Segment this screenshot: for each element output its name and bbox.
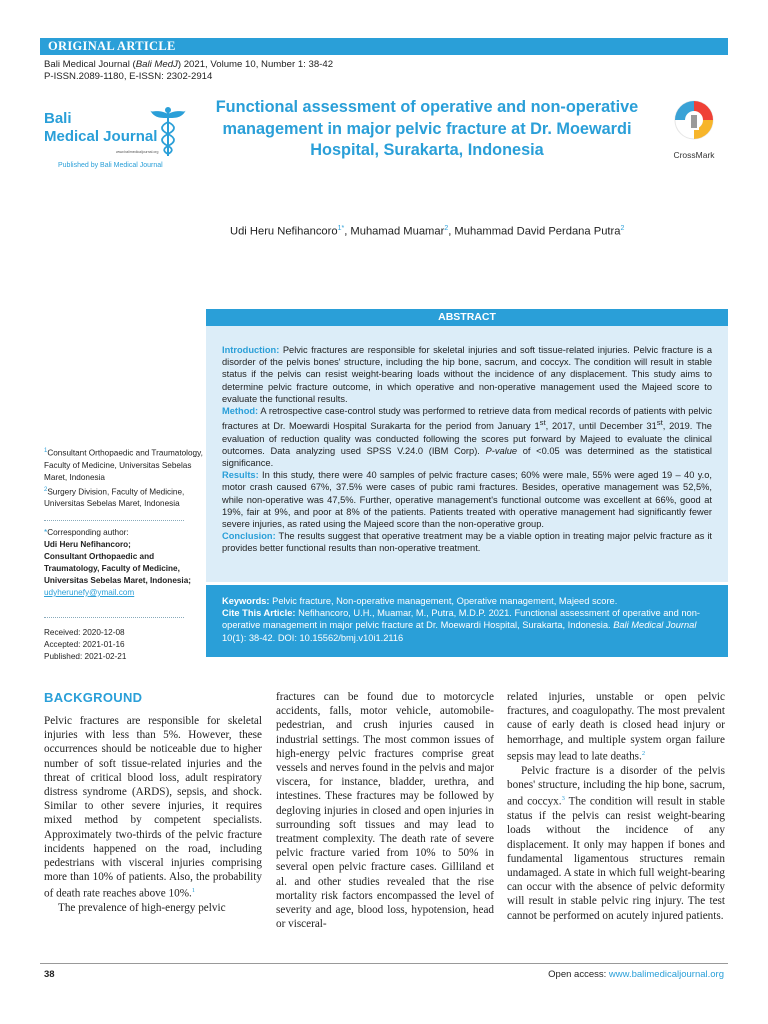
citation-sup: 3: [561, 795, 565, 803]
author-1: Udi Heru Nefihancoro: [230, 225, 338, 238]
journal-abbr: Bali MedJ: [135, 59, 178, 70]
divider: [44, 617, 184, 618]
keywords-box: [206, 585, 728, 657]
section-heading-background: BACKGROUND: [44, 690, 143, 705]
author-2: , Muhamad Muamar: [344, 225, 445, 238]
crossmark-badge[interactable]: [672, 98, 716, 162]
col1-p1-text: Pelvic fractures are responsible for skeletal injuries with less than 5%. However, these occurrences should be noticeable due to higher number of soft tissue-related injuries and the threat of critical blood loss, adult respiratory distress syndrome (ARDS), sepsis, and shock. Similar to other severe injuries, it requires mixed method by competent specialists. Approximately two-thirds of the pelvic fracture incidents happened on the road, including pedestrians with visceral injuries comprising more than 10% of patients. Also, the probability of death rate reaches above 10%.: [44, 715, 262, 901]
corresponding-star: *: [44, 528, 48, 537]
method-text-4: of <0.05 was determined as the statistical significance.: [222, 445, 712, 468]
abstract-body: [206, 326, 728, 582]
affiliation-1-sup: 1: [44, 448, 48, 454]
caduceus-icon: [150, 106, 186, 156]
abstract-method: [222, 405, 712, 469]
method-text-1: A retrospective case-control study was performed to retrieve data from medical records of patients with pelvic fractures at Dr. Moewardi Hospital Surakarta for the period from January 1: [222, 406, 712, 432]
paragraph: [507, 764, 725, 923]
abstract-results: [222, 469, 712, 530]
paragraph: The prevalence of high-energy pelvic: [58, 902, 226, 915]
cite-line: [222, 607, 712, 644]
intro-label: Introduction:: [222, 345, 280, 355]
open-access-link[interactable]: www.balimedicaljournal.org: [608, 969, 724, 980]
open-access-note: [548, 969, 724, 980]
open-access-label: Open access:: [548, 969, 609, 980]
col3-p2b-text: The condition will result in stable status if the pelvis can resist weight-bearing loads without the incidence of any displacement. It only may happen if bones and fundamental ligamentous structures remain undamaged. A state in which full weight-bearing can occur with the absence of pelvic deformity will result in stable pelvic ring injury. The test cannot be performed on acutely injured patients.: [507, 795, 725, 922]
method-text-3: , 2019. The evaluation of reduction quality was conducted following the scores put forward by Majeed to evaluate the clinical outcomes. Data analyzing used SPSS V.24.0 (IBM Corp).: [222, 421, 712, 456]
col3-p1-text: related injuries, unstable or open pelvic fractures, and coagulopathy. The most prevalent cause of early death is closed head injury or hemorrhage, and multiple system organ failure sepsis may lead to late deaths.: [507, 691, 725, 763]
method-text-2: , 2017, until December 31: [545, 421, 657, 432]
affiliation-2: [44, 484, 204, 511]
corresponding-email-link[interactable]: udyherunefy@ymail.com: [44, 588, 135, 597]
journal-line-post: ) 2021, Volume 10, Number 1: 38-42: [177, 59, 334, 70]
intro-text: Pelvic fractures are responsible for skeletal injuries and soft tissue-related injuries. Pelvic fracture is a disorder of the pelvis bones' structure, including the hip bone, sacrum, and coccyx. The condition will result in stable status if the pelvis can resist weight-bearing loads without the incidence of any displacement. This study aims to determine pelvic fracture outcome, in which operative and non-operative management used the Majeed score to evaluate the functional results.: [222, 345, 712, 404]
abstract-intro: [222, 344, 712, 405]
body-column-2: [276, 690, 494, 931]
crossmark-icon: [672, 98, 716, 148]
affiliation-2-sup: 2: [44, 486, 48, 493]
corresponding-author: [44, 527, 204, 599]
method-label: Method:: [222, 406, 259, 417]
author-3-sup: 2: [620, 225, 625, 232]
logo-line1: Bali: [44, 110, 72, 127]
journal-citation-line: [44, 59, 333, 71]
affiliations: [44, 445, 204, 510]
logo-published-by: Published by Bali Medical Journal: [58, 162, 163, 169]
results-label: Results:: [222, 470, 259, 481]
citation-sup: 2: [641, 749, 646, 757]
article-dates: [44, 627, 126, 663]
method-sup-1: st: [539, 418, 546, 428]
logo-url: www.balimedicaljournal.org: [116, 150, 159, 154]
article-type-bar: [40, 38, 728, 55]
keywords-label: Keywords:: [222, 596, 270, 606]
affiliation-2-text: Surgery Division, Faculty of Medicine, Universitas Sebelas Maret, Indonesia: [44, 487, 185, 509]
corresponding-label-line: [44, 527, 204, 539]
method-sup-2: st: [656, 418, 663, 428]
method-pvalue: P-value: [485, 445, 518, 456]
results-text: In this study, there were 40 samples of pelvic fracture cases; 60% were male, 55% were aged 19 – 40 y.o, motor crash caused 67%, 37.5% were cases of pubic rami fractures. Besides, operative management was 52,5%, while non-operative was 47,5%. Further, operative management's functional outcome was excellent at 66%, good at 19%, fair at 9%, and poor at 8% of the patients. Patients treated with operative management had significantly fewer severe injuries, as rated using the Majeed score than the non-operative group.: [222, 470, 712, 529]
keywords-line: [222, 595, 712, 607]
cite-journal: Bali Medical Journal: [613, 620, 697, 631]
received-date: Received: 2020-12-08: [44, 628, 125, 637]
col3-p2a-text: Pelvic fracture is a disorder of the pelvis bones' structure, including the hip bone, sacrum, and coccyx.: [507, 764, 725, 808]
author-list: [230, 225, 624, 238]
article-type-label: ORIGINAL ARTICLE: [48, 39, 176, 53]
citation-sup: 1: [191, 887, 196, 895]
author-2-sup: 2: [444, 225, 449, 232]
keywords-text: Pelvic fracture, Non-operative management, Operative management, Majeed score.: [269, 596, 618, 606]
body-column-1: [44, 714, 262, 916]
author-1-sup: 1*: [337, 225, 345, 232]
body-column-3: [507, 690, 725, 923]
author-3: , Muhammad David Perdana Putra: [448, 225, 621, 238]
journal-info: [44, 59, 333, 83]
logo-line2: Medical Journal: [44, 128, 158, 145]
divider: [44, 520, 184, 521]
affiliation-1-text: Consultant Orthopaedic and Traumatology, Faculty of Medicine, Universitas Sebelas Maret, Indonesia: [44, 448, 203, 482]
paragraph: fractures can be found due to motorcycle accidents, falls, motor vehicle, automobile-pedestrian, and crush injuries caused in industrial settings. The most common issues of high-energy pelvic fractures comprise great vessels and nerves found in the pelvis and major viscera, for instance, bladder, urethra, and intestines. These fractures may be followed by degloving injuries in closed and open injuries in surrounding soft tissues and may lead to treatment complexity. The death rate of severe pelvic fracture varied from 10% to 50% in several open pelvic fracture cases. Gilliland et al. and other studies revealed that the rise mortality risk factors encompassed the level of severity and age, blood loss, hypotension, head or visceral-: [276, 691, 494, 931]
accepted-date: Accepted: 2021-01-16: [44, 640, 125, 649]
published-date: Published: 2021-02-21: [44, 652, 127, 661]
journal-logo: [38, 106, 188, 176]
paragraph: [44, 714, 262, 901]
crossmark-label: CrossMark: [673, 150, 715, 160]
journal-line-pre: Bali Medical Journal (: [44, 59, 136, 70]
cite-text: Nefihancoro, U.H., Muamar, M., Putra, M.D.P. 2021. Functional assessment of operative and non-operative management in major pelvic fracture at Dr. Moewardi Hospital, Surakarta, Indonesia.: [222, 608, 700, 631]
corresponding-role: Consultant Orthopaedic and Traumatology, Faculty of Medicine, Universitas Sebelas Maret, Indonesia;: [44, 552, 191, 585]
abstract-conclusion: [222, 530, 712, 554]
page-number: 38: [44, 969, 55, 980]
corresponding-label: Corresponding author:: [47, 528, 129, 537]
corresponding-name: Udi Heru Nefihancoro;: [44, 540, 131, 549]
conclusion-text: The results suggest that operative treatment may be a viable option in treating major pelvic fracture as it provides better functional results than non-operative treatment.: [222, 531, 712, 554]
conclusion-label: Conclusion:: [222, 531, 276, 542]
paragraph: [507, 690, 725, 764]
article-title: Functional assessment of operative and non-operative management in major pelvic fracture at Dr. Moewardi Hospital, Surakarta, Indonesia: [215, 98, 639, 159]
abstract-heading: ABSTRACT: [206, 309, 728, 326]
affiliation-1: [44, 445, 204, 484]
issn-line: P-ISSN.2089-1180, E-ISSN: 2302-2914: [44, 71, 213, 82]
cite-tail: 10(1): 38-42. DOI: 10.15562/bmj.v10i1.2116: [222, 632, 404, 643]
footer-rule: [40, 963, 728, 964]
cite-label: Cite This Article:: [222, 608, 296, 619]
